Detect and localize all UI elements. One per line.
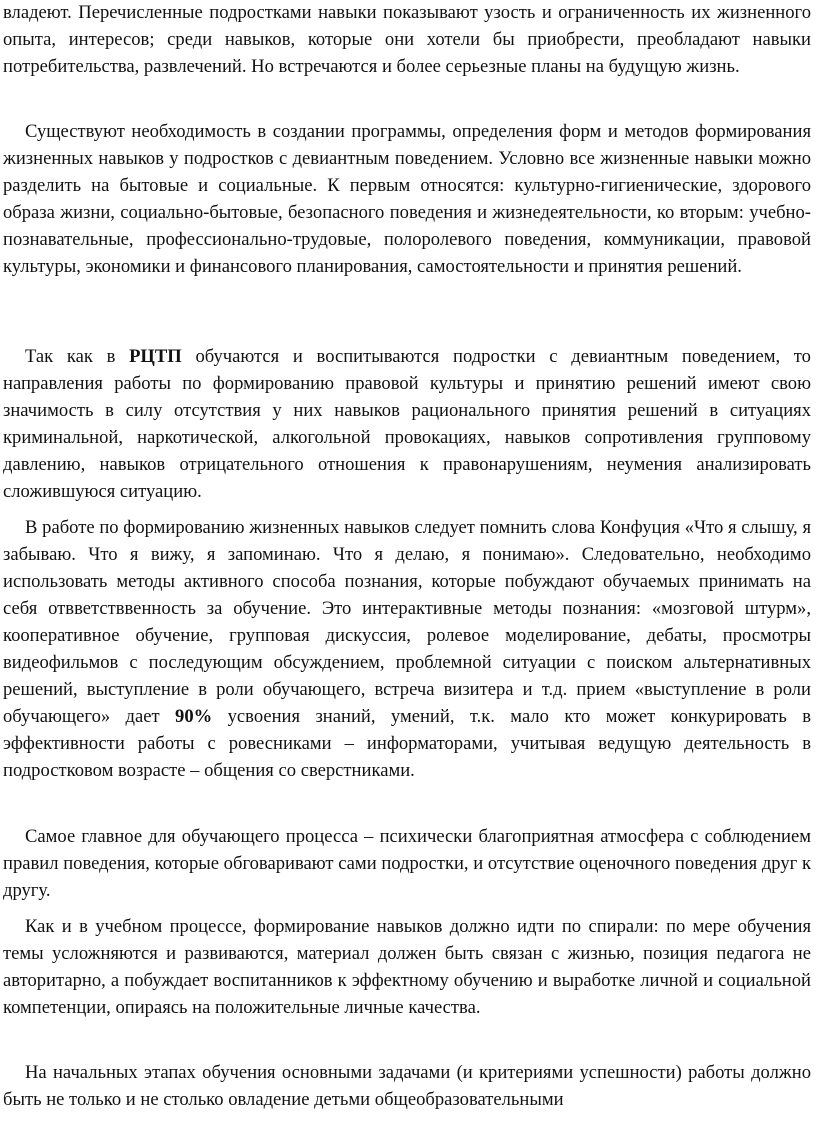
paragraph-text: усвоения знаний, умений, т.к. мало кто может конкурировать в эффективности работы с ровесниками – информаторами, учитывая ведущую деятельность в подростковом возрасте – общения со сверстниками. xyxy=(3,706,811,781)
paragraph-spiral-learning: Как и в учебном процессе, формирование навыков должно идти по спирали: по мере обучения темы усложняются и развиваются, материал должен быть связан с жизнью, позиция педагога не авторитарно, а побуждает воспитанников к эффектному обучению и выработке личной и социальной компетенции, опираясь на положительные личные качества. xyxy=(3,916,811,1018)
paragraph-text: В работе по формированию жизненных навыков следует помнить слова Конфуция «Что я слышу, я забываю. Что я вижу, я запоминаю. Что я делаю, я понимаю». Следовательно, необходимо использовать методы активного способа познания, которые побуждают обучаемых принимать на себя отвветстввенность за обучение. Это интерактивные методы познания: «мозговой штурм», кооперативное обучение, групповая дискуссия, ролевое моделирование, дебаты, просмотры видеофильмов с последующим обсуждением, проблемной ситуации с поиском альтернативных решений, выступление в роли обучающего, встреча визитера и т.д. прием «выступление в роли обучающего» дает xyxy=(3,517,811,727)
rctp-abbreviation: РЦТП xyxy=(129,346,182,367)
percentage-highlight: 90% xyxy=(175,706,213,727)
paragraph-continuation: владеют. Перечисленные подростками навыки показывают узость и ограниченность их жизненного опыта, интересов; среди навыков, которые они хотели бы приобрести, преобладают навыки потребительства, развлечений. Но встречаются и более серьезные планы на будущую жизнь. xyxy=(3,2,811,77)
paragraph-text: обучаются и воспитываются подростки с девиантным поведением, то направления работы по формированию правовой культуры и принятию решений имеют свою значимость в силу отсутствия у них навыков рационального принятия решений в ситуациях криминальной, наркотической, алкогольной провокациях, навыков сопротивления групповому давлению, навыков отрицательного отношения к правонарушениям, неумения анализировать сложившуюся ситуацию. xyxy=(3,346,811,502)
paragraph-rctp-legal-culture xyxy=(3,343,811,505)
paragraph-life-skills-program: Существуют необходимость в создании программы, определения форм и методов формирования жизненных навыков у подростков с девиантным поведением. Условно все жизненные навыки можно разделить на бытовые и социальные. К первым относятся: культурно-гигиенические, здорового образа жизни, социально-бытовые, безопасного поведения и жизнедеятельности, ко вторым: учебно-познавательные, профессионально-трудовые, полоролевого поведения, коммуникации, правовой культуры, экономики и финансового планирования, самостоятельности и принятия решений. xyxy=(3,121,811,277)
paragraph-text: Так как в xyxy=(25,346,130,367)
paragraph-initial-stages: На начальных этапах обучения основными задачами (и критериями успешности) работы должно быть не только и не столько овладение детьми общеобразовательными xyxy=(3,1062,811,1110)
paragraph-confucius-interactive-methods xyxy=(3,514,811,784)
paragraph-favorable-atmosphere: Самое главное для обучающего процесса – психически благоприятная атмосфера с соблюдением правил поведения, которые обговаривают сами подростки, и отсутствие оценочного поведения друг к другу. xyxy=(3,826,811,901)
